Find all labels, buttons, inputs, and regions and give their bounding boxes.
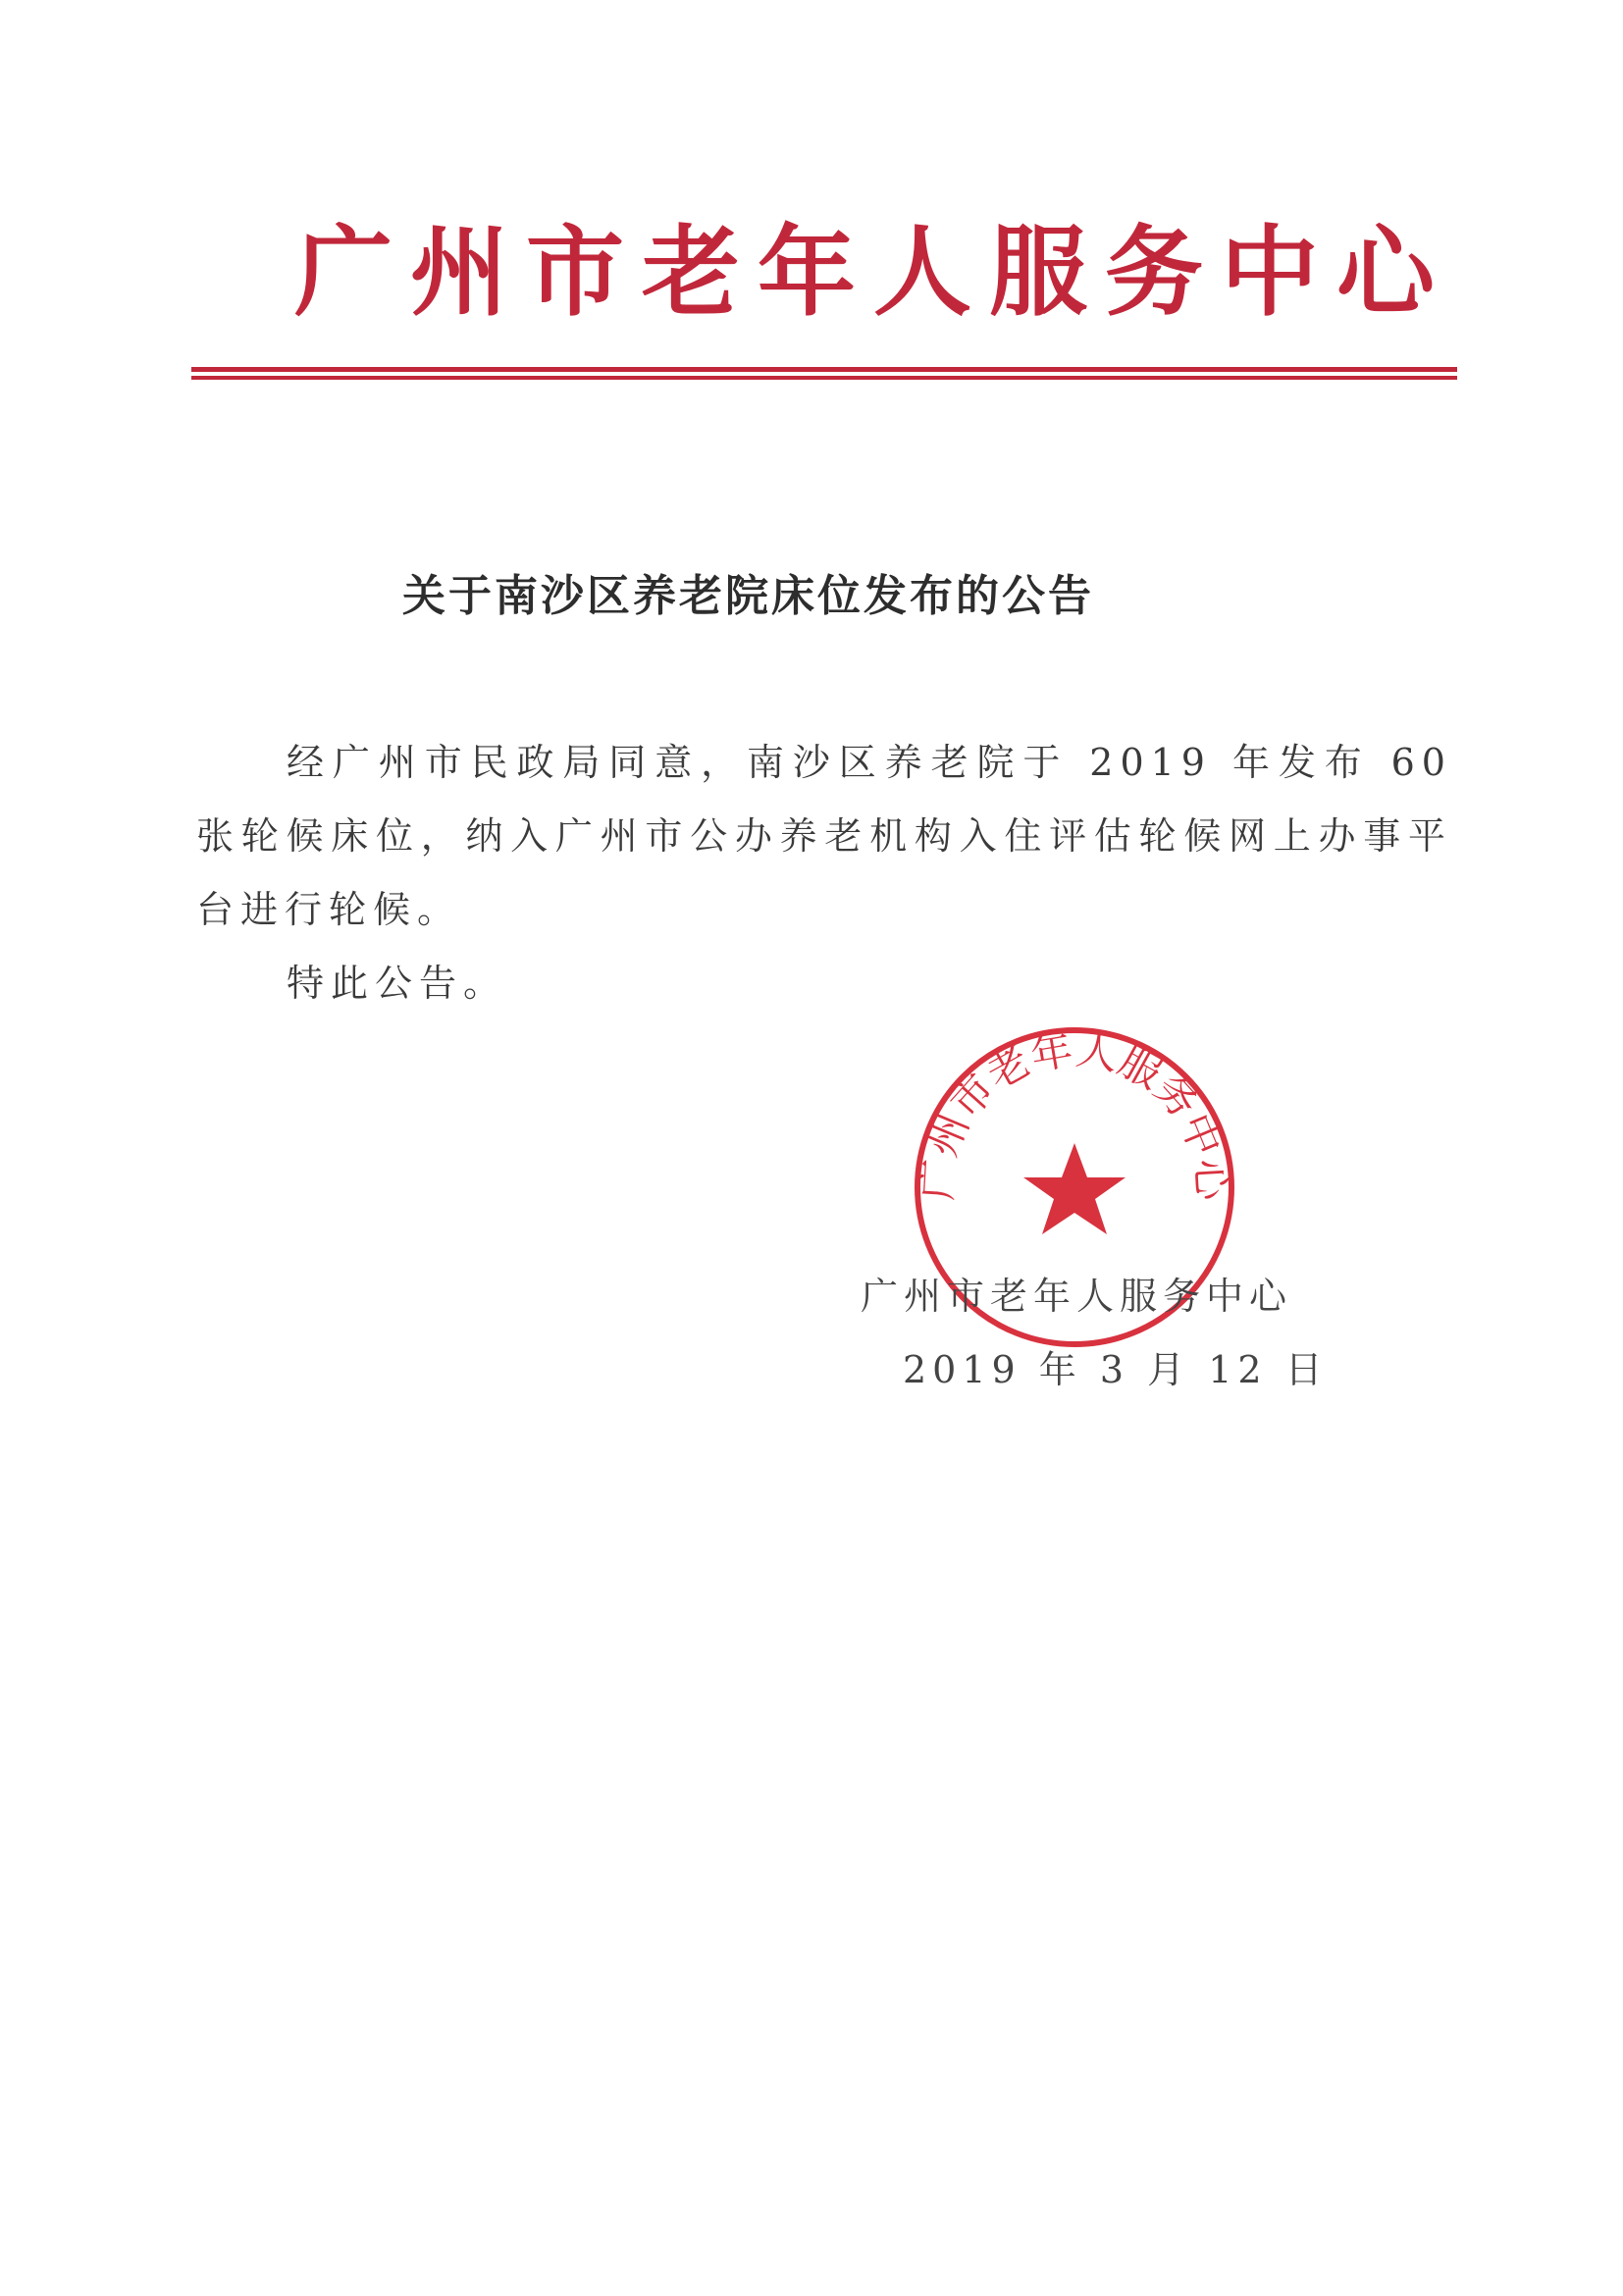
- header-rule-top: [191, 367, 1457, 372]
- document-title: 关于南沙区养老院床位发布的公告: [402, 571, 1094, 621]
- body-paragraph: 经广州市民政局同意，南沙区养老院于 2019 年发布 60 张轮候床位，纳入广州市公办养老机构入住评估轮候网上办事平台进行轮候。: [196, 741, 1452, 931]
- seal-text-path: 广州市老年人服务中心: [913, 1024, 1236, 1202]
- star-icon: [1023, 1143, 1126, 1234]
- signature-organization: 广州市老年人服务中心: [861, 1275, 1293, 1318]
- body-paragraph: 特此公告。: [287, 962, 508, 1005]
- document-body: [196, 726, 1452, 1020]
- header-rule-bottom: [191, 376, 1457, 380]
- signature-date: 2019 年 3 月 12 日: [903, 1348, 1329, 1391]
- org-header: 广州市老年人服务中心: [294, 214, 1452, 330]
